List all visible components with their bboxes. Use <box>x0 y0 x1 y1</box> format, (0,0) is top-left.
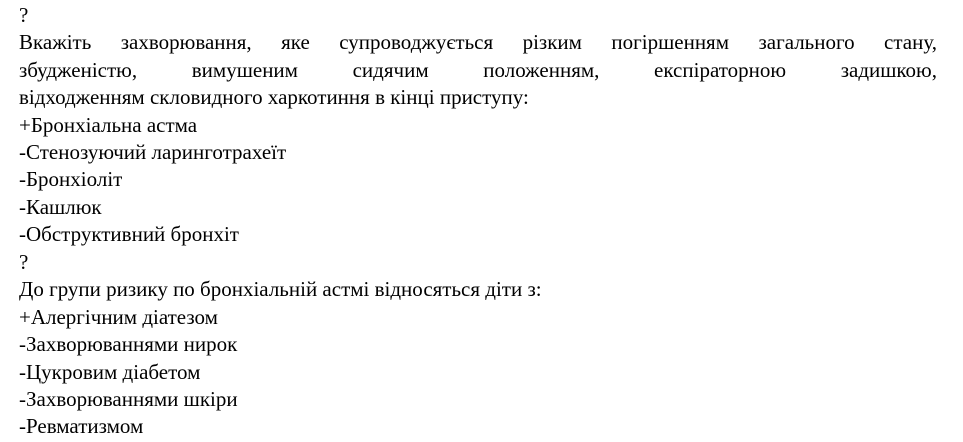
question-stem-line: відходженням скловидного харкотиння в кінці приступу: <box>19 85 529 110</box>
answer-option-correct: +Алергічним діатезом <box>19 304 218 329</box>
question-marker: ? <box>19 250 29 274</box>
answer-option-correct: +Бронхіальна астма <box>19 112 198 137</box>
answer-option: -Кашлюк <box>19 194 102 219</box>
question-stem-line: Вкажіть захворювання, яке супроводжується різким погіршенням загального стану, <box>19 30 937 55</box>
answer-option: -Бронхіоліт <box>19 167 123 192</box>
answer-option: -Захворюваннями нирок <box>19 332 238 357</box>
question-block-1 <box>19 2 937 249</box>
answer-option: -Стенозуючий ларинготрахеїт <box>19 139 287 164</box>
answer-option: -Цукровим діабетом <box>19 359 201 384</box>
answer-option: -Ревматизмом <box>19 414 144 439</box>
question-stem-line: До групи ризику по бронхіальній астмі відносяться діти з: <box>19 277 542 302</box>
question-stem-line: збудженістю, вимушеним сидячим положенням, експіраторною задишкою, <box>19 57 937 82</box>
answer-option: -Обструктивний бронхіт <box>19 222 239 247</box>
answer-option: -Захворюваннями шкіри <box>19 386 238 411</box>
question-block-2 <box>19 249 937 441</box>
question-marker: ? <box>19 3 29 27</box>
